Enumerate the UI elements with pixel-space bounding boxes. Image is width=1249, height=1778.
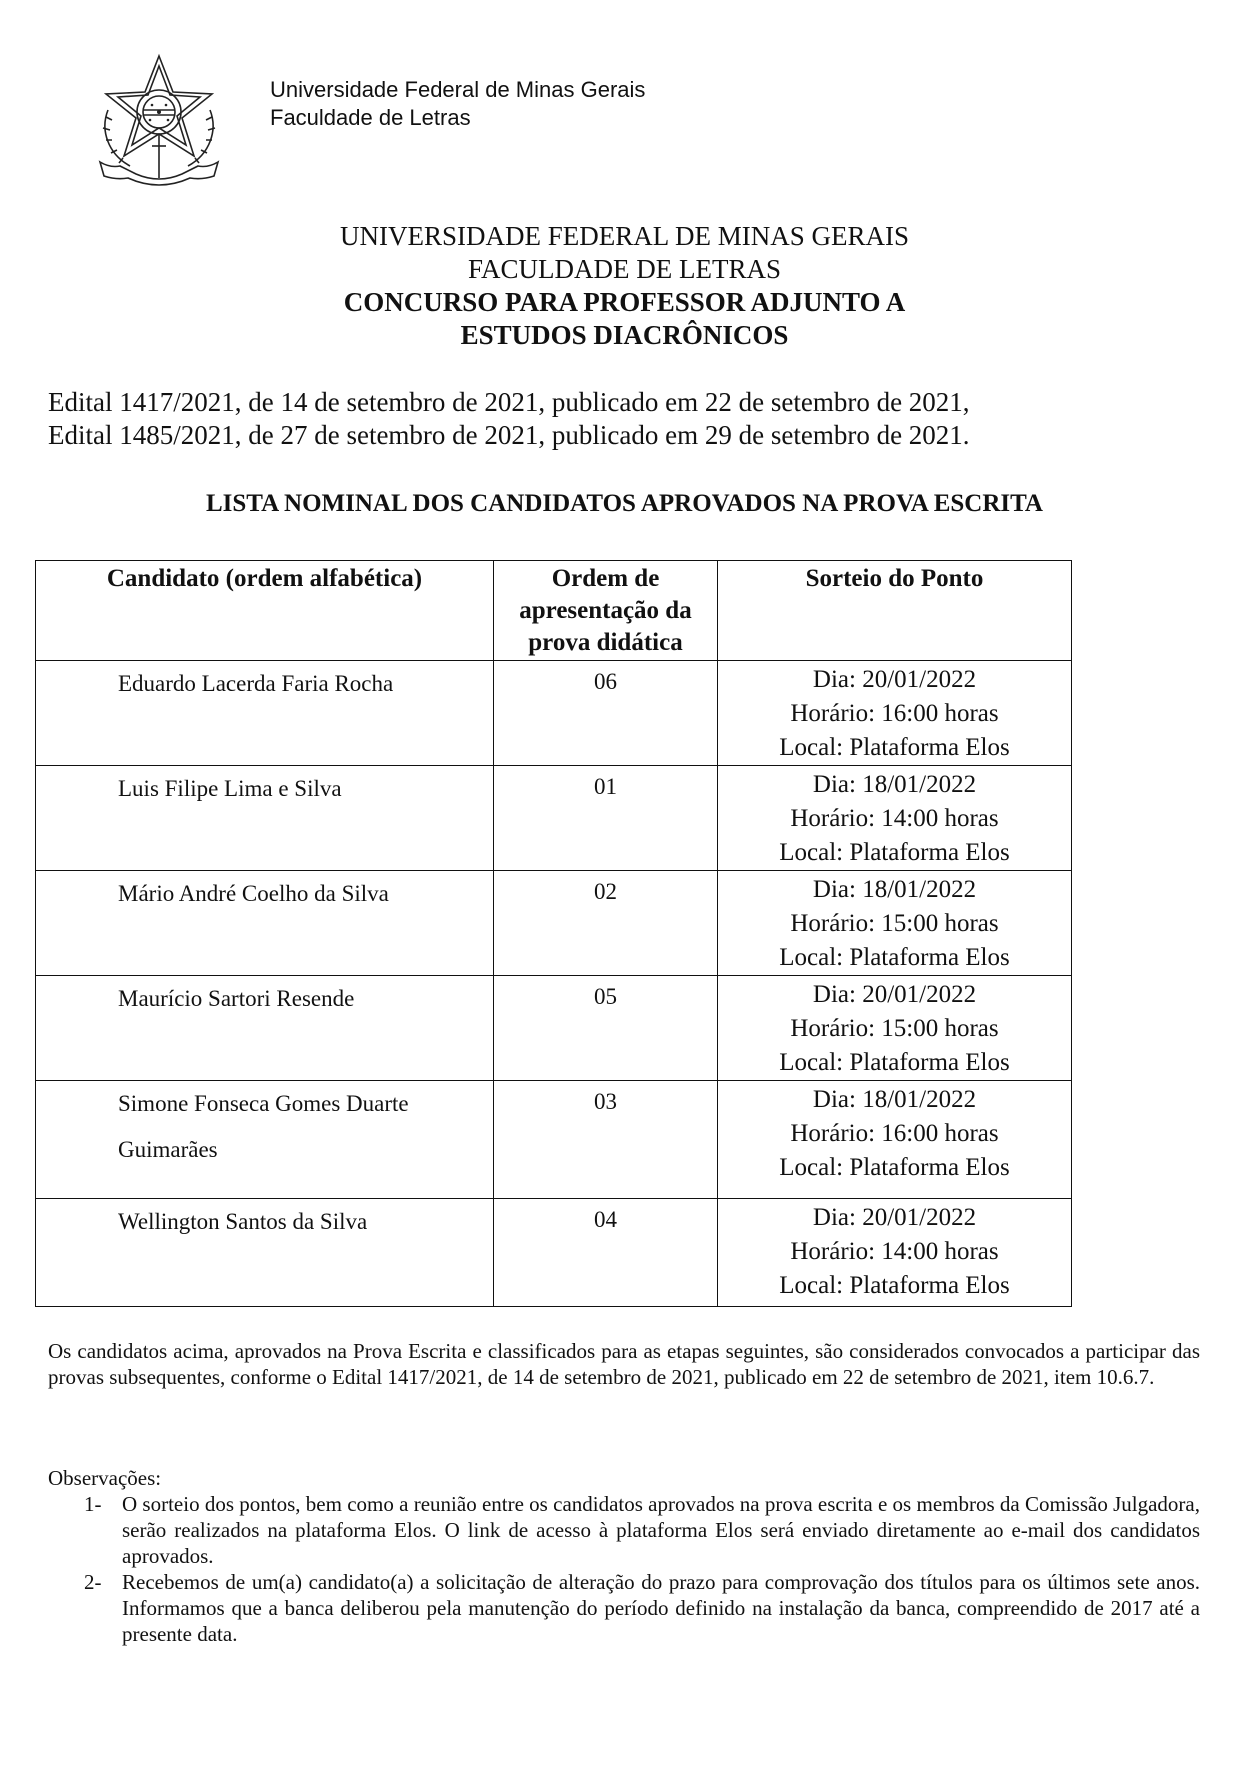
draw-local: Local: Plataforma Elos [779,944,1010,971]
letterhead [270,76,645,132]
draw-horario: Horário: 16:00 horas [790,700,999,727]
draw-details [718,871,1072,976]
draw-details [718,1199,1072,1307]
edital-line: Edital 1417/2021, de 14 de setembro de 2021, publicado em 22 de setembro de 2021, [48,387,970,417]
candidate-name: Luis Filipe Lima e Silva [36,766,494,871]
draw-dia: Dia: 18/01/2022 [812,771,977,798]
table-row [36,871,1072,976]
draw-local: Local: Plataforma Elos [779,1154,1010,1181]
document-title-block [0,220,1249,352]
draw-horario: Horário: 14:00 horas [790,1238,999,1265]
title-area: ESTUDOS DIACRÔNICOS [460,320,789,350]
draw-details [718,976,1072,1081]
draw-details [718,1081,1072,1199]
candidate-name: Wellington Santos da Silva [36,1199,494,1307]
observations-label: Observações: [48,1466,162,1490]
header-order [494,561,718,661]
observation-text: Recebemos de um(a) candidato(a) a solicitação de alteração do prazo para comprovação dos títulos para os últimos sete anos. Informamos que a banca deliberou pela manutenção do período definido na instalação da banca, compreendido de 2017 até a presente data. [122,1570,1200,1646]
draw-dia: Dia: 20/01/2022 [812,1204,977,1231]
draw-dia: Dia: 18/01/2022 [812,876,977,903]
presentation-order: 04 [494,1199,718,1307]
editais-block [48,386,970,452]
title-university: UNIVERSIDADE FEDERAL DE MINAS GERAIS [340,221,909,251]
letterhead-faculty: Faculdade de Letras [270,105,471,130]
draw-horario: Horário: 15:00 horas [790,1015,999,1042]
edital-line: Edital 1485/2021, de 27 de setembro de 2021, publicado em 29 de setembro de 2021. [48,420,970,450]
draw-local: Local: Plataforma Elos [779,1049,1010,1076]
draw-horario: Horário: 14:00 horas [790,805,999,832]
draw-local: Local: Plataforma Elos [779,839,1010,866]
candidate-name: Mário André Coelho da Silva [36,871,494,976]
table-row [36,766,1072,871]
table-header-row [36,561,1072,661]
presentation-order: 06 [494,661,718,766]
letterhead-institution: Universidade Federal de Minas Gerais [270,77,646,102]
presentation-order: 02 [494,871,718,976]
draw-horario: Horário: 16:00 horas [790,1120,999,1147]
presentation-order: 01 [494,766,718,871]
draw-details [718,661,1072,766]
observation-item [48,1569,1200,1647]
coat-of-arms-seal-icon [90,50,228,188]
list-heading: LISTA NOMINAL DOS CANDIDATOS APROVADOS NA PROVA ESCRITA [206,490,1043,517]
presentation-order: 05 [494,976,718,1081]
draw-horario: Horário: 15:00 horas [790,910,999,937]
title-contest: CONCURSO PARA PROFESSOR ADJUNTO A [343,287,906,317]
presentation-order: 03 [494,1081,718,1199]
header-candidate: Candidato (ordem alfabética) [36,561,494,661]
observation-item [48,1491,1200,1569]
header-draw: Sorteio do Ponto [718,561,1072,661]
candidate-name: Simone Fonseca Gomes Duarte Guimarães [36,1081,494,1199]
draw-dia: Dia: 20/01/2022 [812,666,977,693]
candidate-name: Maurício Sartori Resende [36,976,494,1081]
observations [48,1465,1200,1647]
draw-details [718,766,1072,871]
header-order-label: Ordem de apresentação da prova didática [519,565,692,656]
draw-dia: Dia: 18/01/2022 [812,1086,977,1113]
title-faculty: FACULDADE DE LETRAS [468,254,781,284]
draw-dia: Dia: 20/01/2022 [812,981,977,1008]
table-row [36,661,1072,766]
candidates-table [35,560,1072,1307]
observation-number: 2- [84,1570,102,1594]
table-row [36,1081,1072,1199]
observation-text: O sorteio dos pontos, bem como a reunião entre os candidatos aprovados na prova escrita e os membros da Comissão Julgadora, serão realizados na plataforma Elos. O link de acesso à plataforma Elos será enviado diretamente ao e-mail dos candidatos aprovados. [122,1492,1200,1568]
draw-local: Local: Plataforma Elos [779,734,1010,761]
draw-local: Local: Plataforma Elos [779,1272,1010,1299]
candidate-name: Eduardo Lacerda Faria Rocha [36,661,494,766]
table-row [36,976,1072,1081]
observation-number: 1- [84,1492,102,1516]
convocation-paragraph: Os candidatos acima, aprovados na Prova Escrita e classificados para as etapas seguintes, são considerados convocados a participar das provas subsequentes, conforme o Edital 1417/2021, de 14 de setembro de 2021, publicado em 22 de setembro de 2021, item 10.6.7. [48,1339,1200,1389]
table-row [36,1199,1072,1307]
